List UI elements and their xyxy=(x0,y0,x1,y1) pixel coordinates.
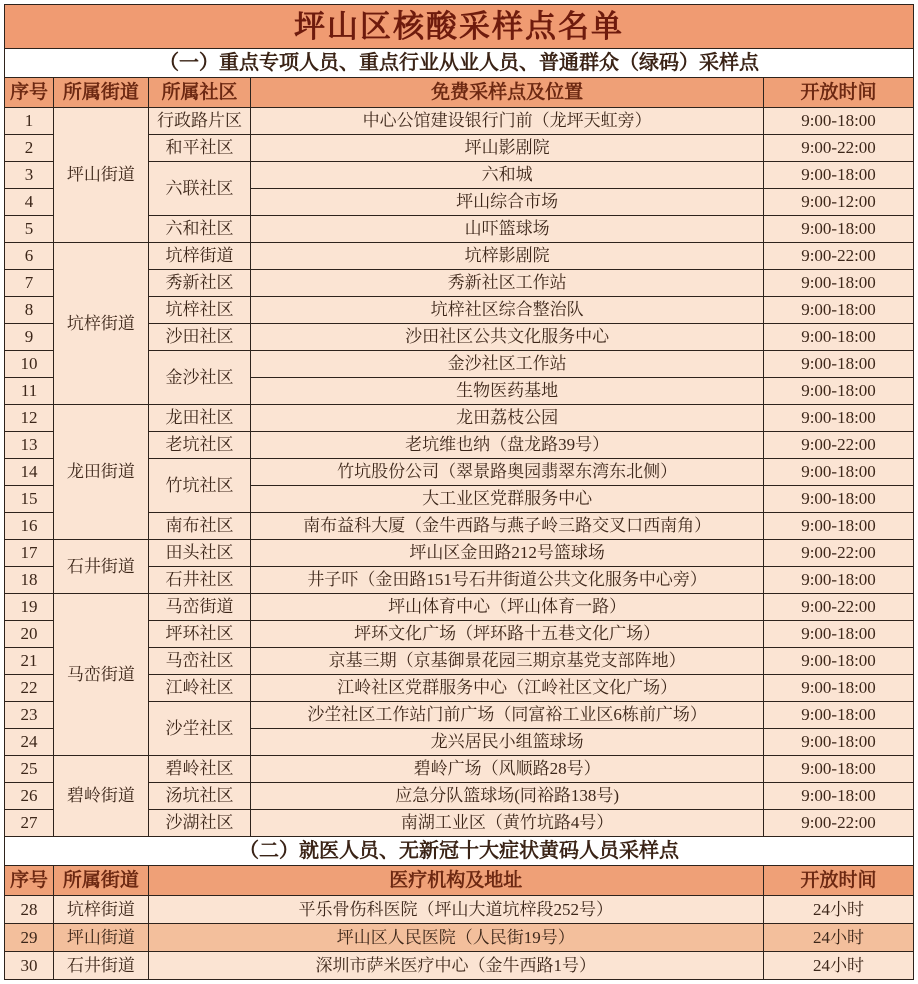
row-number: 5 xyxy=(5,216,54,243)
time-cell: 9:00-18:00 xyxy=(764,378,914,405)
street-cell: 马峦街道 xyxy=(54,594,149,756)
site-cell: 山吓篮球场 xyxy=(251,216,764,243)
col-header-no: 序号 xyxy=(5,866,54,896)
community-cell: 南布社区 xyxy=(148,513,251,540)
site-cell: 碧岭广场（风顺路28号） xyxy=(251,756,764,783)
time-cell: 9:00-18:00 xyxy=(764,621,914,648)
time-cell: 9:00-18:00 xyxy=(764,567,914,594)
table-row xyxy=(5,756,914,783)
row-number: 26 xyxy=(5,783,54,810)
row-number: 24 xyxy=(5,729,54,756)
community-cell: 坪环社区 xyxy=(148,621,251,648)
table-row xyxy=(5,594,914,621)
time-cell: 9:00-18:00 xyxy=(764,513,914,540)
row-number: 13 xyxy=(5,432,54,459)
row-number: 22 xyxy=(5,675,54,702)
site-cell: 沙坣社区工作站门前广场（同富裕工业区6栋前广场） xyxy=(251,702,764,729)
site-cell: 沙田社区公共文化服务中心 xyxy=(251,324,764,351)
row-number: 27 xyxy=(5,810,54,837)
time-cell: 24小时 xyxy=(764,924,914,952)
table-row xyxy=(5,108,914,135)
row-number: 12 xyxy=(5,405,54,432)
site-cell: 南布益科大厦（金牛西路与燕子岭三路交叉口西南角） xyxy=(251,513,764,540)
row-number: 10 xyxy=(5,351,54,378)
time-cell: 9:00-18:00 xyxy=(764,351,914,378)
site-cell: 南湖工业区（黄竹坑路4号） xyxy=(251,810,764,837)
row-number: 16 xyxy=(5,513,54,540)
community-cell: 竹坑社区 xyxy=(148,459,251,513)
section2-header-row xyxy=(5,866,914,896)
community-cell: 马峦社区 xyxy=(148,648,251,675)
time-cell: 9:00-18:00 xyxy=(764,324,914,351)
col-header-time: 开放时间 xyxy=(764,866,914,896)
time-cell: 9:00-22:00 xyxy=(764,135,914,162)
time-cell: 9:00-18:00 xyxy=(764,486,914,513)
row-number: 25 xyxy=(5,756,54,783)
time-cell: 9:00-18:00 xyxy=(764,702,914,729)
row-number: 11 xyxy=(5,378,54,405)
community-cell: 江岭社区 xyxy=(148,675,251,702)
row-number: 29 xyxy=(5,924,54,952)
community-cell: 田头社区 xyxy=(148,540,251,567)
site-cell: 坪山影剧院 xyxy=(251,135,764,162)
time-cell: 9:00-18:00 xyxy=(764,108,914,135)
site-cell: 井子吓（金田路151号石井街道公共文化服务中心旁） xyxy=(251,567,764,594)
time-cell: 9:00-12:00 xyxy=(764,189,914,216)
row-number: 1 xyxy=(5,108,54,135)
site-cell: 竹坑股份公司（翠景路奥园翡翠东湾东北侧） xyxy=(251,459,764,486)
community-cell: 六和社区 xyxy=(148,216,251,243)
row-number: 6 xyxy=(5,243,54,270)
community-cell: 行政路片区 xyxy=(148,108,251,135)
community-cell: 碧岭社区 xyxy=(148,756,251,783)
community-cell: 石井社区 xyxy=(148,567,251,594)
community-cell: 金沙社区 xyxy=(148,351,251,405)
time-cell: 9:00-22:00 xyxy=(764,594,914,621)
sampling-points-table xyxy=(4,4,914,980)
time-cell: 9:00-22:00 xyxy=(764,540,914,567)
time-cell: 9:00-18:00 xyxy=(764,648,914,675)
row-number: 4 xyxy=(5,189,54,216)
col-header-time: 开放时间 xyxy=(764,78,914,108)
time-cell: 9:00-18:00 xyxy=(764,270,914,297)
site-cell: 坑梓影剧院 xyxy=(251,243,764,270)
time-cell: 9:00-18:00 xyxy=(764,216,914,243)
page-title: 坪山区核酸采样点名单 xyxy=(5,5,914,49)
site-cell: 秀新社区工作站 xyxy=(251,270,764,297)
section1-header-row xyxy=(5,78,914,108)
community-cell: 秀新社区 xyxy=(148,270,251,297)
site-cell: 龙兴居民小组篮球场 xyxy=(251,729,764,756)
col-header-street: 所属街道 xyxy=(54,866,149,896)
section2-heading: （二）就医人员、无新冠十大症状黄码人员采样点 xyxy=(5,837,914,866)
site-cell: 应急分队篮球场(同裕路138号) xyxy=(251,783,764,810)
time-cell: 9:00-22:00 xyxy=(764,432,914,459)
street-cell: 石井街道 xyxy=(54,952,149,980)
community-cell: 沙田社区 xyxy=(148,324,251,351)
street-cell: 龙田街道 xyxy=(54,405,149,540)
site-cell: 坪山体育中心（坪山体育一路） xyxy=(251,594,764,621)
row-number: 2 xyxy=(5,135,54,162)
row-number: 17 xyxy=(5,540,54,567)
time-cell: 9:00-18:00 xyxy=(764,756,914,783)
street-cell: 坑梓街道 xyxy=(54,896,149,924)
table-row xyxy=(5,405,914,432)
street-cell: 碧岭街道 xyxy=(54,756,149,837)
row-number: 19 xyxy=(5,594,54,621)
time-cell: 9:00-18:00 xyxy=(764,297,914,324)
community-cell: 坑梓街道 xyxy=(148,243,251,270)
community-cell: 坑梓社区 xyxy=(148,297,251,324)
street-cell: 坪山街道 xyxy=(54,108,149,243)
community-cell: 和平社区 xyxy=(148,135,251,162)
time-cell: 24小时 xyxy=(764,952,914,980)
table-row xyxy=(5,896,914,924)
site-cell: 坪环文化广场（坪环路十五巷文化广场） xyxy=(251,621,764,648)
time-cell: 9:00-18:00 xyxy=(764,405,914,432)
time-cell: 9:00-22:00 xyxy=(764,243,914,270)
community-cell: 沙湖社区 xyxy=(148,810,251,837)
institution-cell: 深圳市萨米医疗中心（金牛西路1号） xyxy=(148,952,763,980)
time-cell: 9:00-18:00 xyxy=(764,783,914,810)
col-header-street: 所属街道 xyxy=(54,78,149,108)
table-row xyxy=(5,243,914,270)
col-header-site: 免费采样点及位置 xyxy=(251,78,764,108)
row-number: 3 xyxy=(5,162,54,189)
institution-cell: 坪山区人民医院（人民街19号） xyxy=(148,924,763,952)
time-cell: 9:00-22:00 xyxy=(764,810,914,837)
row-number: 21 xyxy=(5,648,54,675)
community-cell: 马峦街道 xyxy=(148,594,251,621)
col-header-institution: 医疗机构及地址 xyxy=(148,866,763,896)
row-number: 18 xyxy=(5,567,54,594)
time-cell: 9:00-18:00 xyxy=(764,459,914,486)
community-cell: 汤坑社区 xyxy=(148,783,251,810)
site-cell: 龙田荔枝公园 xyxy=(251,405,764,432)
row-number: 28 xyxy=(5,896,54,924)
site-cell: 坪山区金田路212号篮球场 xyxy=(251,540,764,567)
table-row xyxy=(5,924,914,952)
street-cell: 坪山街道 xyxy=(54,924,149,952)
col-header-no: 序号 xyxy=(5,78,54,108)
community-cell: 老坑社区 xyxy=(148,432,251,459)
table-row xyxy=(5,540,914,567)
row-number: 15 xyxy=(5,486,54,513)
time-cell: 9:00-18:00 xyxy=(764,162,914,189)
street-cell: 坑梓街道 xyxy=(54,243,149,405)
site-cell: 老坑维也纳（盘龙路39号） xyxy=(251,432,764,459)
site-cell: 江岭社区党群服务中心（江岭社区文化广场） xyxy=(251,675,764,702)
row-number: 7 xyxy=(5,270,54,297)
site-cell: 大工业区党群服务中心 xyxy=(251,486,764,513)
row-number: 9 xyxy=(5,324,54,351)
site-cell: 坑梓社区综合整治队 xyxy=(251,297,764,324)
table-row xyxy=(5,952,914,980)
row-number: 20 xyxy=(5,621,54,648)
community-cell: 龙田社区 xyxy=(148,405,251,432)
col-header-community: 所属社区 xyxy=(148,78,251,108)
site-cell: 金沙社区工作站 xyxy=(251,351,764,378)
community-cell: 六联社区 xyxy=(148,162,251,216)
row-number: 14 xyxy=(5,459,54,486)
site-cell: 坪山综合市场 xyxy=(251,189,764,216)
time-cell: 9:00-18:00 xyxy=(764,675,914,702)
site-cell: 京基三期（京基御景花园三期京基党支部阵地） xyxy=(251,648,764,675)
institution-cell: 平乐骨伤科医院（坪山大道坑梓段252号） xyxy=(148,896,763,924)
row-number: 23 xyxy=(5,702,54,729)
community-cell: 沙坣社区 xyxy=(148,702,251,756)
site-cell: 中心公馆建设银行门前（龙坪天虹旁） xyxy=(251,108,764,135)
site-cell: 生物医药基地 xyxy=(251,378,764,405)
section1-heading: （一）重点专项人员、重点行业从业人员、普通群众（绿码）采样点 xyxy=(5,49,914,78)
row-number: 8 xyxy=(5,297,54,324)
street-cell: 石井街道 xyxy=(54,540,149,594)
row-number: 30 xyxy=(5,952,54,980)
site-cell: 六和城 xyxy=(251,162,764,189)
time-cell: 9:00-18:00 xyxy=(764,729,914,756)
time-cell: 24小时 xyxy=(764,896,914,924)
